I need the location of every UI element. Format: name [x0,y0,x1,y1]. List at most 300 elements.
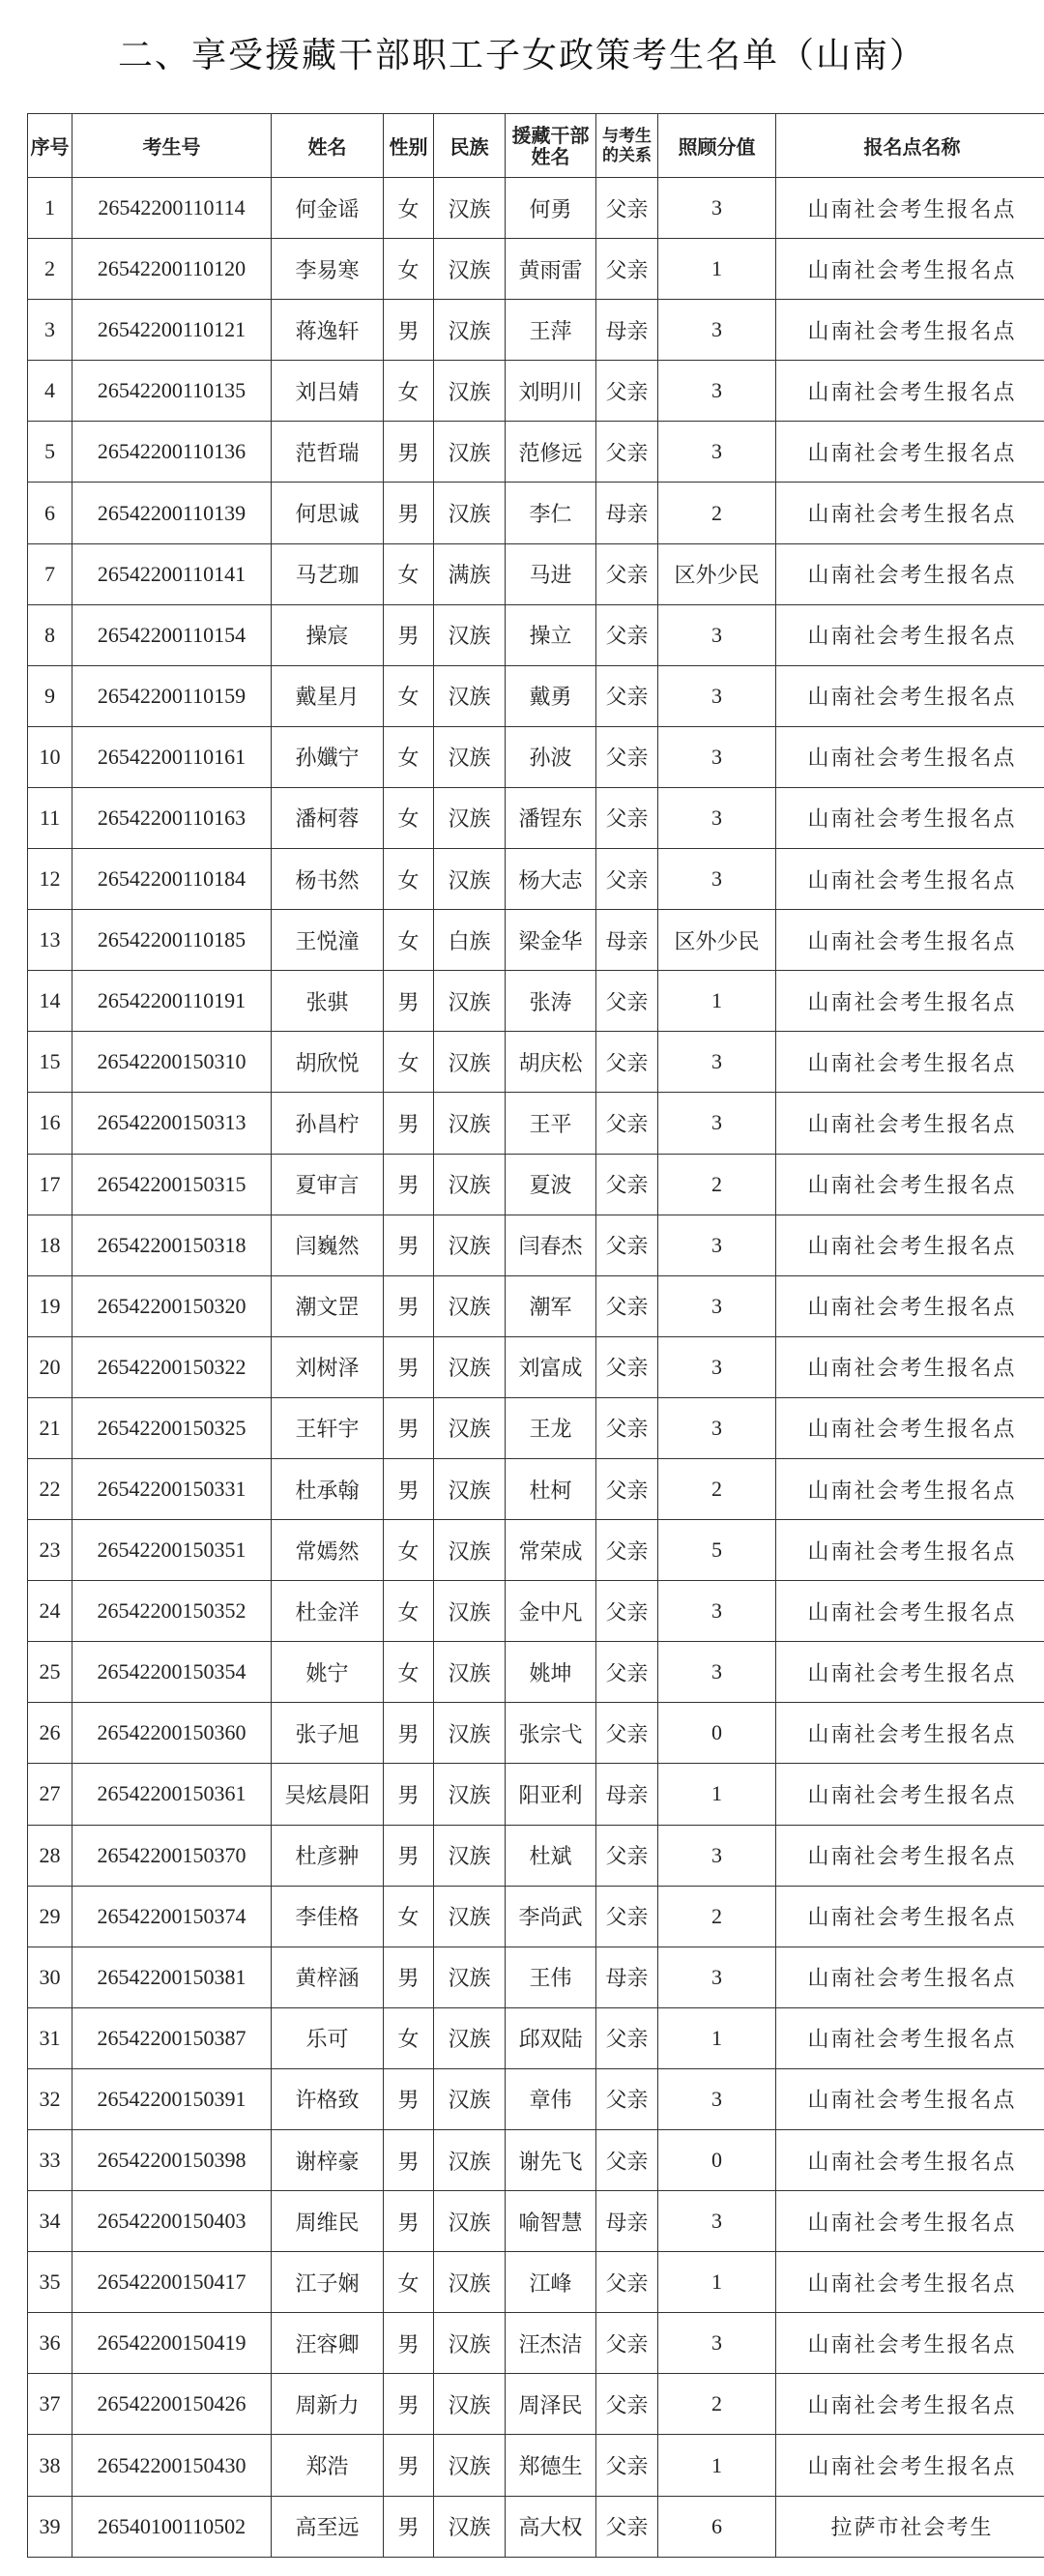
cell-gender: 男 [384,300,434,361]
cell-score: 2 [658,483,776,543]
cell-index: 6 [28,483,72,543]
cell-site: 山南社会考生报名点 [776,2252,1044,2313]
cell-name: 许格致 [272,2068,384,2129]
table-row [28,1458,1044,1519]
cell-exam-no: 26542200110159 [72,665,272,726]
table-row [28,300,1044,361]
cell-ethnicity: 白族 [434,910,506,971]
cell-site: 山南社会考生报名点 [776,1764,1044,1825]
cell-relation: 父亲 [596,1215,658,1275]
cell-relation: 母亲 [596,1764,658,1825]
cell-site: 山南社会考生报名点 [776,1458,1044,1519]
cell-score: 区外少民 [658,543,776,604]
cell-site: 山南社会考生报名点 [776,543,1044,604]
cell-relation: 父亲 [596,1458,658,1519]
cell-gender: 男 [384,604,434,665]
cell-name: 孙孅宁 [272,726,384,787]
cell-relation: 父亲 [596,2496,658,2557]
cell-gender: 女 [384,2007,434,2068]
cell-relation: 母亲 [596,910,658,971]
table-row [28,604,1044,665]
cell-relation: 父亲 [596,361,658,422]
cell-ethnicity: 汉族 [434,361,506,422]
cell-index: 16 [28,1093,72,1154]
header-relation: 与考生的关系 [596,114,658,178]
cell-site: 山南社会考生报名点 [776,849,1044,910]
cell-gender: 女 [384,1642,434,1703]
cell-exam-no: 26542200150360 [72,1703,272,1764]
cell-index: 23 [28,1520,72,1581]
cell-relation: 父亲 [596,1397,658,1458]
cell-score: 3 [658,604,776,665]
cell-index: 35 [28,2252,72,2313]
cell-ethnicity: 汉族 [434,2191,506,2252]
cell-cadre-name: 周泽民 [506,2374,596,2435]
cell-score: 2 [658,2374,776,2435]
cell-score: 3 [658,1093,776,1154]
cell-index: 22 [28,1458,72,1519]
cell-ethnicity: 汉族 [434,1032,506,1093]
cell-score: 3 [658,361,776,422]
cell-ethnicity: 汉族 [434,787,506,848]
cell-name: 杨书然 [272,849,384,910]
cell-gender: 男 [384,2374,434,2435]
cell-site: 山南社会考生报名点 [776,787,1044,848]
cell-exam-no: 26542200110191 [72,971,272,1032]
cell-exam-no: 26542200150351 [72,1520,272,1581]
cell-site: 山南社会考生报名点 [776,665,1044,726]
cell-index: 29 [28,1886,72,1947]
cell-site: 山南社会考生报名点 [776,1032,1044,1093]
cell-site: 山南社会考生报名点 [776,422,1044,483]
cell-cadre-name: 孙波 [506,726,596,787]
cell-gender: 男 [384,971,434,1032]
cell-cadre-name: 章伟 [506,2068,596,2129]
cell-score: 1 [658,2007,776,2068]
header-gender: 性别 [384,114,434,178]
cell-exam-no: 26542200150322 [72,1336,272,1397]
cell-site: 山南社会考生报名点 [776,1703,1044,1764]
cell-ethnicity: 汉族 [434,1764,506,1825]
cell-cadre-name: 刘富成 [506,1336,596,1397]
cell-name: 何思诚 [272,483,384,543]
cell-site: 山南社会考生报名点 [776,178,1044,239]
cell-score: 0 [658,1703,776,1764]
cell-index: 11 [28,787,72,848]
cell-name: 何金谣 [272,178,384,239]
cell-score: 3 [658,1397,776,1458]
cell-gender: 男 [384,1703,434,1764]
cell-cadre-name: 郑德生 [506,2435,596,2496]
cell-index: 38 [28,2435,72,2496]
cell-name: 张骐 [272,971,384,1032]
cell-score: 3 [658,1275,776,1336]
table-row [28,1397,1044,1458]
cell-exam-no: 26542200110136 [72,422,272,483]
cell-score: 3 [658,422,776,483]
cell-index: 37 [28,2374,72,2435]
table-row [28,2374,1044,2435]
cell-index: 3 [28,300,72,361]
cell-relation: 父亲 [596,1886,658,1947]
header-index: 序号 [28,114,72,178]
cell-name: 范哲瑞 [272,422,384,483]
cell-exam-no: 26542200150426 [72,2374,272,2435]
cell-cadre-name: 姚坤 [506,1642,596,1703]
table-row [28,1032,1044,1093]
cell-exam-no: 26542200110135 [72,361,272,422]
cell-score: 3 [658,787,776,848]
cell-cadre-name: 胡庆松 [506,1032,596,1093]
cell-score: 2 [658,1154,776,1215]
table-row [28,1886,1044,1947]
cell-ethnicity: 满族 [434,543,506,604]
cell-relation: 父亲 [596,1093,658,1154]
cell-gender: 女 [384,543,434,604]
header-name: 姓名 [272,114,384,178]
cell-relation: 父亲 [596,2435,658,2496]
cell-exam-no: 26542200150417 [72,2252,272,2313]
table-row [28,1215,1044,1275]
cell-ethnicity: 汉族 [434,1215,506,1275]
cell-score: 3 [658,1032,776,1093]
cell-name: 吴炫晨阳 [272,1764,384,1825]
cell-site: 山南社会考生报名点 [776,1825,1044,1886]
table-row [28,2496,1044,2557]
cell-cadre-name: 金中凡 [506,1581,596,1642]
cell-exam-no: 26542200150419 [72,2313,272,2374]
cell-cadre-name: 杜斌 [506,1825,596,1886]
cell-gender: 男 [384,2191,434,2252]
cell-exam-no: 26542200150354 [72,1642,272,1703]
cell-gender: 女 [384,239,434,300]
cell-gender: 男 [384,1154,434,1215]
cell-exam-no: 26542200110114 [72,178,272,239]
cell-relation: 母亲 [596,1947,658,2007]
cell-score: 3 [658,2068,776,2129]
table-row [28,361,1044,422]
table-row [28,1154,1044,1215]
table-row [28,1642,1044,1703]
cell-cadre-name: 杜柯 [506,1458,596,1519]
cell-cadre-name: 王龙 [506,1397,596,1458]
cell-cadre-name: 王伟 [506,1947,596,2007]
cell-score: 1 [658,239,776,300]
cell-exam-no: 26542200150374 [72,1886,272,1947]
table-row [28,849,1044,910]
cell-site: 山南社会考生报名点 [776,2130,1044,2191]
cell-cadre-name: 黄雨雷 [506,239,596,300]
cell-name: 李佳格 [272,1886,384,1947]
cell-site: 山南社会考生报名点 [776,483,1044,543]
cell-index: 5 [28,422,72,483]
cell-relation: 父亲 [596,1032,658,1093]
header-exam-no: 考生号 [72,114,272,178]
cell-name: 黄梓涵 [272,1947,384,2007]
table-header [28,114,1044,178]
cell-name: 姚宁 [272,1642,384,1703]
cell-cadre-name: 李尚武 [506,1886,596,1947]
cell-name: 胡欣悦 [272,1032,384,1093]
cell-site: 山南社会考生报名点 [776,1581,1044,1642]
table-row [28,2130,1044,2191]
cell-score: 3 [658,178,776,239]
cell-cadre-name: 杨大志 [506,849,596,910]
cell-exam-no: 26542200110185 [72,910,272,971]
cell-score: 3 [658,2313,776,2374]
table-row [28,2007,1044,2068]
table-row [28,1336,1044,1397]
table-row [28,2313,1044,2374]
cell-name: 操宸 [272,604,384,665]
cell-ethnicity: 汉族 [434,1581,506,1642]
table-row [28,1581,1044,1642]
cell-gender: 女 [384,1520,434,1581]
cell-ethnicity: 汉族 [434,2007,506,2068]
cell-name: 杜彦翀 [272,1825,384,1886]
cell-cadre-name: 江峰 [506,2252,596,2313]
cell-score: 3 [658,726,776,787]
cell-index: 24 [28,1581,72,1642]
cell-gender: 女 [384,849,434,910]
cell-gender: 女 [384,726,434,787]
cell-relation: 父亲 [596,1336,658,1397]
cell-ethnicity: 汉族 [434,2252,506,2313]
cell-exam-no: 26542200150381 [72,1947,272,2007]
cell-gender: 男 [384,1336,434,1397]
cell-ethnicity: 汉族 [434,849,506,910]
cell-site: 山南社会考生报名点 [776,1154,1044,1215]
cell-exam-no: 26542200150398 [72,2130,272,2191]
cell-exam-no: 26542200150325 [72,1397,272,1458]
page-title: 二、享受援藏干部职工子女政策考生名单（山南） [117,35,926,75]
cell-gender: 男 [384,2435,434,2496]
cell-cadre-name: 李仁 [506,483,596,543]
cell-index: 32 [28,2068,72,2129]
cell-cadre-name: 汪杰洁 [506,2313,596,2374]
cell-gender: 男 [384,2130,434,2191]
cell-relation: 父亲 [596,1520,658,1581]
cell-relation: 母亲 [596,483,658,543]
cell-gender: 男 [384,2313,434,2374]
cell-relation: 父亲 [596,2313,658,2374]
cell-cadre-name: 阳亚利 [506,1764,596,1825]
cell-site: 山南社会考生报名点 [776,604,1044,665]
cell-index: 36 [28,2313,72,2374]
cell-exam-no: 26542200110161 [72,726,272,787]
cell-relation: 父亲 [596,726,658,787]
cell-exam-no: 26542200150313 [72,1093,272,1154]
cell-site: 山南社会考生报名点 [776,1215,1044,1275]
cell-gender: 男 [384,483,434,543]
cell-score: 3 [658,849,776,910]
cell-score: 3 [658,1825,776,1886]
cell-gender: 女 [384,665,434,726]
header-score: 照顾分值 [658,114,776,178]
cell-index: 1 [28,178,72,239]
cell-gender: 女 [384,178,434,239]
cell-name: 高至远 [272,2496,384,2557]
cell-ethnicity: 汉族 [434,2435,506,2496]
cell-site: 山南社会考生报名点 [776,2068,1044,2129]
table-row [28,483,1044,543]
cell-name: 汪容卿 [272,2313,384,2374]
cell-cadre-name: 张宗弋 [506,1703,596,1764]
cell-relation: 父亲 [596,2252,658,2313]
cell-index: 27 [28,1764,72,1825]
table-row [28,726,1044,787]
cell-index: 7 [28,543,72,604]
cell-score: 3 [658,1642,776,1703]
cell-name: 周维民 [272,2191,384,2252]
cell-relation: 父亲 [596,665,658,726]
cell-name: 夏审言 [272,1154,384,1215]
cell-index: 34 [28,2191,72,2252]
cell-site: 山南社会考生报名点 [776,726,1044,787]
header-row [28,114,1044,178]
cell-site: 山南社会考生报名点 [776,1275,1044,1336]
cell-ethnicity: 汉族 [434,726,506,787]
cell-site: 山南社会考生报名点 [776,910,1044,971]
cell-exam-no: 26542200150361 [72,1764,272,1825]
cell-score: 3 [658,1581,776,1642]
cell-score: 3 [658,2191,776,2252]
cell-name: 周新力 [272,2374,384,2435]
table-row [28,1703,1044,1764]
cell-name: 刘吕婧 [272,361,384,422]
cell-index: 25 [28,1642,72,1703]
cell-cadre-name: 王平 [506,1093,596,1154]
cell-cadre-name: 夏波 [506,1154,596,1215]
header-ethnicity: 民族 [434,114,506,178]
cell-relation: 父亲 [596,1642,658,1703]
table-row [28,2191,1044,2252]
cell-exam-no: 26542200110121 [72,300,272,361]
cell-index: 30 [28,1947,72,2007]
cell-exam-no: 26542200150352 [72,1581,272,1642]
cell-site: 山南社会考生报名点 [776,2374,1044,2435]
cell-site: 山南社会考生报名点 [776,361,1044,422]
cell-index: 10 [28,726,72,787]
cell-index: 17 [28,1154,72,1215]
cell-cadre-name: 高大权 [506,2496,596,2557]
cell-index: 19 [28,1275,72,1336]
cell-exam-no: 26542200150310 [72,1032,272,1093]
cell-ethnicity: 汉族 [434,1275,506,1336]
table-row [28,787,1044,848]
cell-exam-no: 26542200150315 [72,1154,272,1215]
table-row [28,1520,1044,1581]
cell-gender: 女 [384,787,434,848]
cell-gender: 男 [384,1764,434,1825]
cell-ethnicity: 汉族 [434,604,506,665]
cell-name: 蒋逸轩 [272,300,384,361]
cell-score: 6 [658,2496,776,2557]
cell-relation: 母亲 [596,300,658,361]
cell-exam-no: 26542200110163 [72,787,272,848]
cell-exam-no: 26542200150318 [72,1215,272,1275]
cell-ethnicity: 汉族 [434,2374,506,2435]
table-row [28,665,1044,726]
cell-relation: 父亲 [596,239,658,300]
cell-gender: 男 [384,1947,434,2007]
header-cadre-name: 援藏干部姓名 [506,114,596,178]
cell-score: 1 [658,971,776,1032]
cell-relation: 父亲 [596,1825,658,1886]
cell-index: 26 [28,1703,72,1764]
cell-ethnicity: 汉族 [434,1093,506,1154]
cell-name: 杜承翰 [272,1458,384,1519]
cell-index: 31 [28,2007,72,2068]
cell-name: 谢梓豪 [272,2130,384,2191]
cell-name: 江子娴 [272,2252,384,2313]
cell-exam-no: 26542200150391 [72,2068,272,2129]
cell-site: 山南社会考生报名点 [776,1093,1044,1154]
cell-exam-no: 26542200110184 [72,849,272,910]
cell-site: 山南社会考生报名点 [776,1397,1044,1458]
cell-gender: 男 [384,2068,434,2129]
cell-index: 33 [28,2130,72,2191]
cell-ethnicity: 汉族 [434,1154,506,1215]
cell-name: 杜金洋 [272,1581,384,1642]
table-row [28,971,1044,1032]
cell-relation: 父亲 [596,787,658,848]
cell-score: 2 [658,1886,776,1947]
cell-cadre-name: 常荣成 [506,1520,596,1581]
cell-index: 15 [28,1032,72,1093]
cell-score: 0 [658,2130,776,2191]
cell-ethnicity: 汉族 [434,1886,506,1947]
header-site: 报名点名称 [776,114,1044,178]
cell-site: 山南社会考生报名点 [776,1886,1044,1947]
table-row [28,1947,1044,2007]
cell-name: 潘柯蓉 [272,787,384,848]
cell-score: 2 [658,1458,776,1519]
cell-name: 张子旭 [272,1703,384,1764]
cell-ethnicity: 汉族 [434,1397,506,1458]
cell-ethnicity: 汉族 [434,1336,506,1397]
table-row [28,422,1044,483]
cell-name: 李易寒 [272,239,384,300]
cell-gender: 男 [384,1825,434,1886]
cell-ethnicity: 汉族 [434,1642,506,1703]
cell-score: 3 [658,1336,776,1397]
cell-exam-no: 26542200110154 [72,604,272,665]
cell-site: 山南社会考生报名点 [776,1336,1044,1397]
cell-index: 18 [28,1215,72,1275]
table-row [28,2435,1044,2496]
cell-cadre-name: 马进 [506,543,596,604]
cell-score: 3 [658,300,776,361]
table-row [28,178,1044,239]
cell-exam-no: 26542200150403 [72,2191,272,2252]
cell-gender: 女 [384,361,434,422]
cell-name: 刘树泽 [272,1336,384,1397]
cell-ethnicity: 汉族 [434,1520,506,1581]
cell-site: 山南社会考生报名点 [776,2313,1044,2374]
cell-cadre-name: 潘锃东 [506,787,596,848]
cell-name: 常嫣然 [272,1520,384,1581]
cell-cadre-name: 闫春杰 [506,1215,596,1275]
cell-site: 山南社会考生报名点 [776,971,1044,1032]
cell-site: 山南社会考生报名点 [776,2435,1044,2496]
cell-exam-no: 26542200110141 [72,543,272,604]
cell-index: 28 [28,1825,72,1886]
cell-ethnicity: 汉族 [434,2496,506,2557]
cell-cadre-name: 喻智慧 [506,2191,596,2252]
cell-name: 王轩宇 [272,1397,384,1458]
table-row [28,2068,1044,2129]
